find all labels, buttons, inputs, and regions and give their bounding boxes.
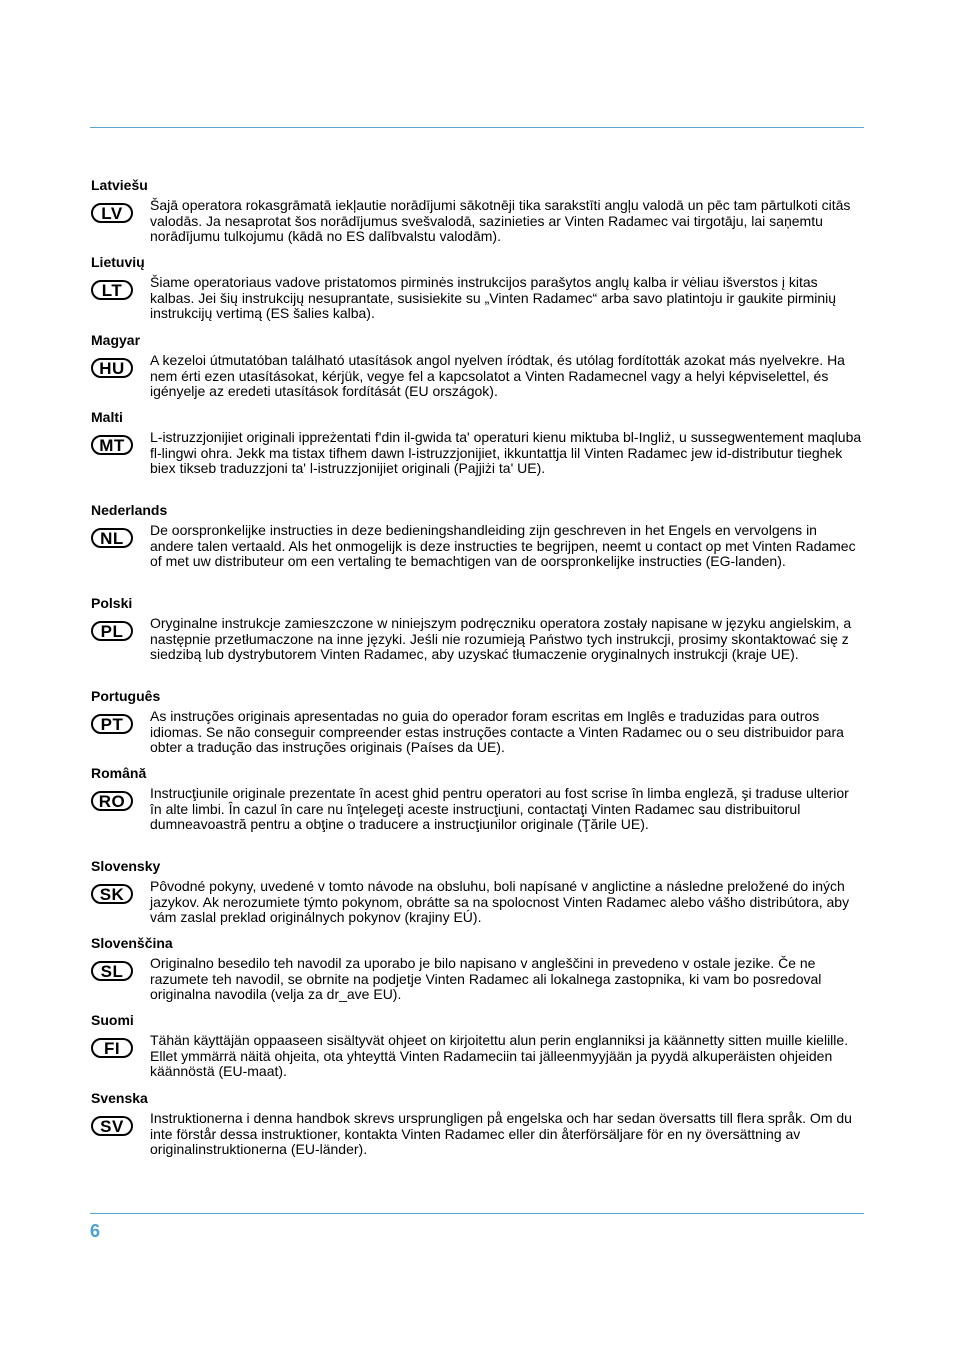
language-notice-list	[91, 177, 863, 1167]
section-ro	[91, 765, 863, 858]
language-code-badge: HU	[91, 358, 133, 378]
top-rule	[90, 127, 864, 128]
language-notice-text: Šiame operatoriaus vadove pristatomos pirminės instrukcijos parašytos anglų kalba ir vėliau išverstos į kitas kalbas. Jei šių instrukcijų nesuprantate, susisiekite su „Vinten Radamec“ arba savo platintoju ir gaukite pirminių instrukcijų vertimą (ES šalies kalba).	[150, 274, 837, 321]
language-code-badge: SK	[91, 884, 133, 904]
language-heading: Svenska	[91, 1090, 148, 1106]
language-heading: Magyar	[91, 332, 141, 348]
language-notice-text: Originalno besedilo teh navodil za uporabo je bilo napisano v angleščini in prevedeno v ostale jezike. Če ne razumete teh navodil, se obrnite na podjetje Vinten Radamec ali lokalnega zastopnika, ki vam bo posredoval originalna navodila (velja za dr_ave EU).	[150, 955, 822, 1002]
section-pl	[91, 595, 863, 688]
section-sl	[91, 935, 863, 1012]
language-notice-text: A kezeloi útmutatóban található utasítások angol nyelven íródtak, és utólag fordították azokat más nyelvekre. Ha nem érti ezen utasításokat, kérjük, vegye fel a kapcsolatot a Vinten Radamecnel vagy a helyi képviselettel, és igényelje az eredeti utasítások fordítását (EU országok).	[150, 352, 845, 399]
language-heading: Slovenščina	[91, 935, 173, 951]
language-notice-text: De oorspronkelijke instructies in deze bedieningshandleiding zijn geschreven in het Engels en vervolgens in andere talen vertaald. Als het onmogelijk is deze instructies te begrijpen, neemt u contact op met Vinten Radamec of met uw distributeur om een vertaling te bemachtigen van de oorspronkelijke instructies (EG-landen).	[150, 522, 856, 569]
section-lt	[91, 254, 863, 332]
section-fi	[91, 1012, 863, 1090]
language-heading: Nederlands	[91, 502, 168, 518]
section-hu	[91, 332, 863, 409]
language-code-badge: FI	[91, 1038, 133, 1058]
page-number: 6	[90, 1221, 101, 1241]
language-heading: Latviešu	[91, 177, 148, 193]
language-notice-text: As instruções originais apresentadas no guia do operador foram escritas em Inglês e traduzidas para outros idiomas. Se não conseguir compreender estas instruções contacte a Vinten Radamec ou o seu distribuidor para obter a tradução das instruções originais (Países da UE).	[150, 708, 844, 755]
language-code-badge: SV	[91, 1116, 133, 1136]
section-pt	[91, 688, 863, 765]
language-heading: Português	[91, 688, 161, 704]
section-sv	[91, 1090, 863, 1167]
language-notice-text: Instrucţiunile originale prezentate în acest ghid pentru operatori au fost scrise în limba engleză, şi traduse ulterior în alte limbi. În cazul în care nu înţelegeţi aceste instrucţiuni, contactaţi Vinten Radamec sau distribuitorul dumneavoastră pentru a obţine o traducere a instrucţiunilor originale (Ţările UE).	[150, 785, 849, 832]
language-heading: Lietuvių	[91, 254, 145, 270]
language-code-badge: SL	[91, 961, 133, 981]
language-code-badge: LT	[91, 280, 133, 300]
bottom-rule	[90, 1213, 864, 1214]
language-notice-text: Tähän käyttäjän oppaaseen sisältyvät ohjeet on kirjoitettu alun perin englanniksi ja käännetty sitten muille kielille. Ellet ymmärrä näitä ohjeita, ota yhteyttä Vinten Radameciin tai jälleenmyyjään ja pyydä alkuperäisten ohjeiden käännöstä (EU-maat).	[150, 1032, 849, 1079]
language-notice-text: Pôvodné pokyny, uvedené v tomto návode na obsluhu, boli napísané v anglictine a následne preložené do iných jazykov. Ak nerozumiete týmto pokynom, obrátte sa na spolocnost Vinten Radamec alebo vášho distribútora, aby vám zaslal preklad originálnych pokynov (krajiny EÚ).	[150, 878, 850, 925]
section-nl	[91, 502, 863, 595]
language-code-badge: MT	[91, 435, 133, 455]
language-heading: Slovensky	[91, 858, 161, 874]
language-notice-text: Oryginalne instrukcje zamieszczone w niniejszym podręczniku operatora zostały napisane w języku angielskim, a następnie przetłumaczone na inne języki. Jeśli nie rozumieją Państwo tych instrukcji, prosimy skontaktować się z siedzibą lub dystrybutorem Vinten Radamec, aby uzyskać tłumaczenie oryginalnych instrukcji (kraje UE).	[150, 615, 852, 662]
language-heading: Română	[91, 765, 147, 781]
language-code-badge: LV	[91, 203, 133, 223]
language-code-badge: RO	[91, 791, 133, 811]
language-heading: Suomi	[91, 1012, 134, 1028]
language-code-badge: PL	[91, 621, 133, 641]
section-mt	[91, 409, 863, 502]
language-heading: Polski	[91, 595, 133, 611]
language-heading: Malti	[91, 409, 123, 425]
section-lv	[91, 177, 863, 254]
language-code-badge: NL	[91, 528, 133, 548]
section-sk	[91, 858, 863, 935]
language-code-badge: PT	[91, 714, 133, 734]
language-notice-text: Šajā operatora rokasgrāmatā iekļautie norādījumi sākotnēji tika sarakstīti angļu valodā un pēc tam pārtulkoti citās valodās. Ja nesaprotat šos norādījumus svešvalodā, sazinieties ar Vinten Radamec vai tirgotāju, lai saņemtu norādījumu tulkojumu (kādā no ES dalībvalstu valodām).	[150, 197, 851, 244]
language-notice-text: L-istruzzjonijiet originali ippreżentati f'din il-gwida ta' operaturi kienu miktuba bl-Ingliż, u sussegwentement maqluba fl-lingwi ohra. Jekk ma tistax tifhem dawn l-istruzzjonijiet, ikkuntattja lil Vinten Radamec jew id-distributur tieghek biex tikseb traduzzjoni ta' l-istruzzjonijiet originali (Pajjiżi ta' UE).	[150, 429, 862, 476]
language-notice-text: Instruktionerna i denna handbok skrevs ursprungligen på engelska och har sedan översatts till flera språk. Om du inte förstår dessa instruktioner, kontakta Vinten Radamec eller din återförsäljare för en ny översättning av originalinstruktionerna (EU-länder).	[150, 1110, 852, 1157]
